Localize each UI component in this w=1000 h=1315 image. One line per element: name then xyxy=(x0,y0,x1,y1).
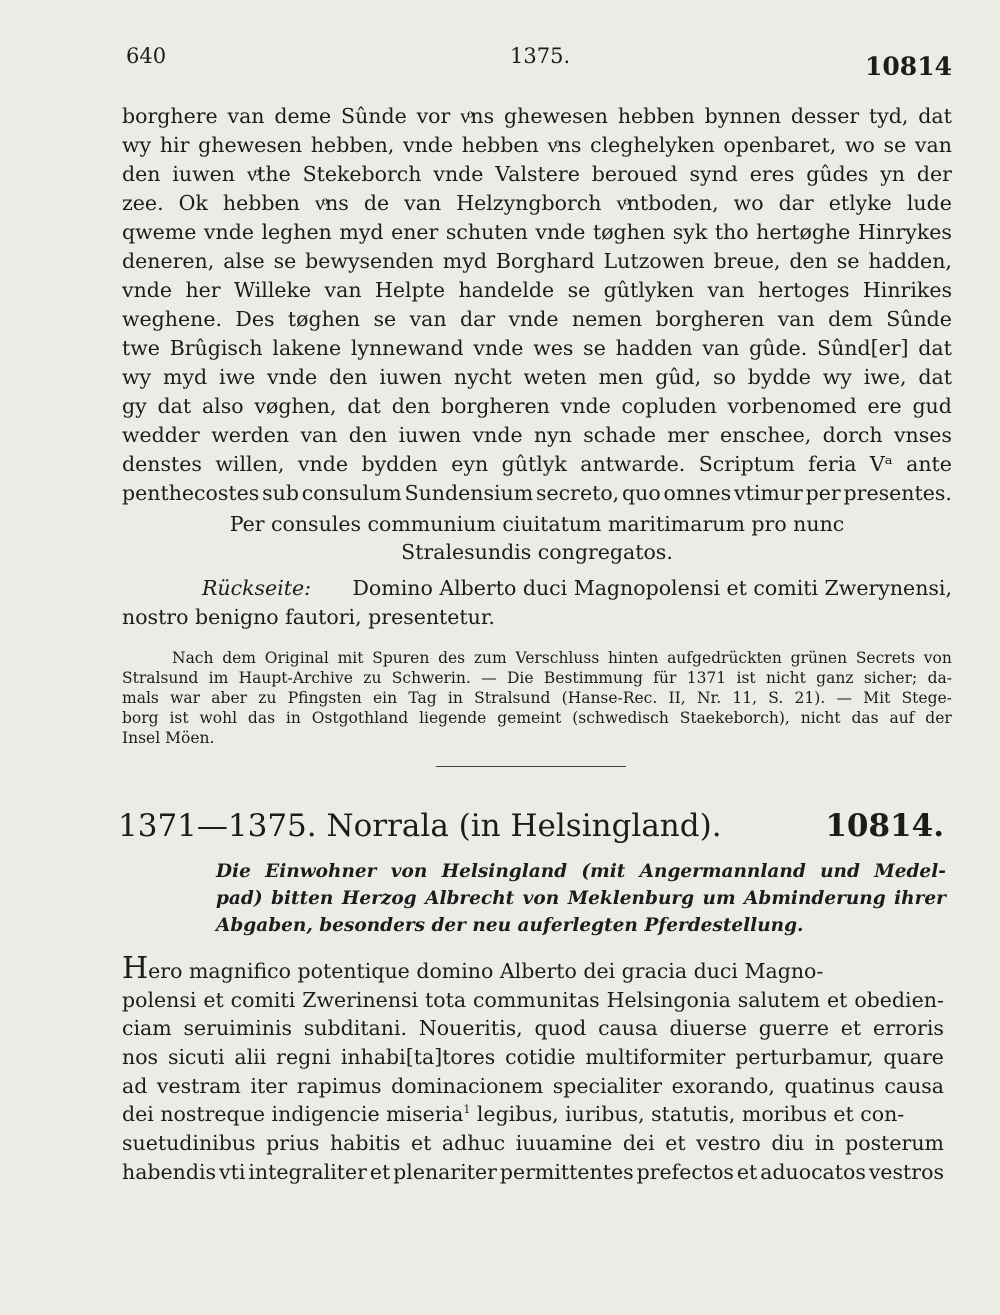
text-line: vnde her Willeke van Helpte handelde se gûtlyken van hertoges Hinrikes xyxy=(122,278,952,302)
note-line: borg ist wohl das in Ostgothland liegende gemeint (schwedisch Staekeborch), nicht das auf der xyxy=(122,709,952,727)
text-line: ciam seruiminis subditani. Noueritis, quod causa diuerse guerre et erroris xyxy=(122,1016,944,1041)
document-date: 1371—1375. xyxy=(118,808,317,844)
text-line: nos sicuti alii regni inhabi[ta]tores cotidie multiformiter perturbamur, quare xyxy=(122,1045,944,1070)
text-line: borghere van deme Sûnde vor vͦns ghewesen hebben bynnen desser tyd, dat xyxy=(122,104,952,128)
text-line: twe Brûgisch lakene lynnewand vnde wes se hadden van gûde. Sûnd[er] dat xyxy=(122,336,952,360)
document-number: 10814. xyxy=(825,808,944,844)
address-block xyxy=(122,574,952,632)
page-year: 1375. xyxy=(510,44,571,68)
charter-text xyxy=(122,951,944,1187)
text-line: penthecostes sub consulum Sundensium secreto, quo omnes vtimur per presentes. xyxy=(122,481,952,505)
closing-line: Stralesundis congregatos. xyxy=(401,540,673,564)
summary-line: Die Einwohner von Helsingland (mit Angermannland und Medel- xyxy=(216,861,946,882)
text-line: wedder werden van den iuwen vnde nyn schade mer enschee, dorch vnses xyxy=(122,423,952,447)
text-line: denstes willen, vnde bydden eyn gûtlyk antwarde. Scriptum feria Vᵃ ante xyxy=(122,452,952,476)
text-line: Hero magnifico potentique domino Alberto dei gracia duci Magno- xyxy=(122,951,824,986)
document-summary xyxy=(216,858,946,939)
document-place: Norrala (in Helsingland). xyxy=(326,808,722,844)
text-line: polensi et comiti Zwerinensi tota communitas Helsingonia salutem et obedien- xyxy=(122,987,944,1012)
closing-formula xyxy=(122,510,952,566)
verso-label: Rückseite: xyxy=(202,576,312,600)
text-line: deneren, alse se bewysenden myd Borghard Lutzowen breue, den se hadden, xyxy=(122,249,952,273)
letter-text xyxy=(122,102,952,508)
text-line: wy myd iwe vnde den iuwen nycht weten men gûd, so bydde wy iwe, dat xyxy=(122,365,952,389)
note-line: Insel Möen. xyxy=(122,729,215,747)
summary-line: Abgaben, besonders der neu auferlegten Pferdestellung. xyxy=(216,915,804,936)
document-heading xyxy=(118,808,944,844)
running-document-number: 10814 xyxy=(865,52,952,81)
closing-line: Per consules communium ciuitatum maritimarum pro nunc xyxy=(229,512,845,536)
page-number: 640 xyxy=(126,44,167,68)
text-line: dei nostreque indigencie miseria$^1$ legibus, iuribus, statutis, moribus et con- xyxy=(122,1102,905,1127)
text-line: gy dat also vøghen, dat den borgheren vnde copluden vorbenomed ere gud xyxy=(122,394,952,418)
text-line: ad vestram iter rapimus dominacionem specialiter exorando, quatinus causa xyxy=(122,1073,944,1098)
address-line: nostro benigno fautori, presentetur. xyxy=(122,605,495,629)
note-line: Stralsund im Haupt-Archive zu Schwerin. — Die Bestimmung für 1371 ist nicht ganz sicher; da- xyxy=(122,669,952,687)
text-line: zee. Ok hebben vͦns de van Helzyngborch vͦntboden, wo dar etlyke lude xyxy=(122,191,952,215)
text-line: den iuwen vͦthe Stekeborch vnde Valstere beroued synd eres gûdes yn der xyxy=(122,162,952,186)
footnote-mark: 1 xyxy=(463,1103,471,1117)
drop-cap: H xyxy=(122,951,149,986)
text-line: habendis vti integraliter et plenariter permittentes prefectos et aduocatos vestros xyxy=(122,1159,944,1184)
summary-line: pad) bitten Herzog Albrecht von Meklenburg um Abminderung ihrer xyxy=(216,888,946,909)
text-line: suetudinibus prius habitis et adhuc iuuamine dei et vestro diu in posterum xyxy=(122,1131,944,1156)
editorial-note xyxy=(122,648,952,748)
section-divider xyxy=(436,766,626,767)
address-line: Rückseite: Domino Alberto duci Magnopolensi et comiti Zwerynensi, xyxy=(122,574,952,603)
note-line: Nach dem Original mit Spuren des zum Verschluss hinten aufgedrückten grünen Secrets von xyxy=(172,649,952,667)
note-line: mals war aber zu Pfingsten ein Tag in Stralsund (Hanse-Rec. II, Nr. 11, S. 21). — Mit Stege- xyxy=(122,689,952,707)
text-line: weghene. Des tøghen se van dar vnde nemen borgheren van dem Sûnde xyxy=(122,307,952,331)
text-line: qweme vnde leghen myd ener schuten vnde tøghen syk tho hertøghe Hinrykes xyxy=(122,220,952,244)
text-line: wy hir ghewesen hebben, vnde hebben vͦns cleghelyken openbaret, wo se van xyxy=(122,133,952,157)
